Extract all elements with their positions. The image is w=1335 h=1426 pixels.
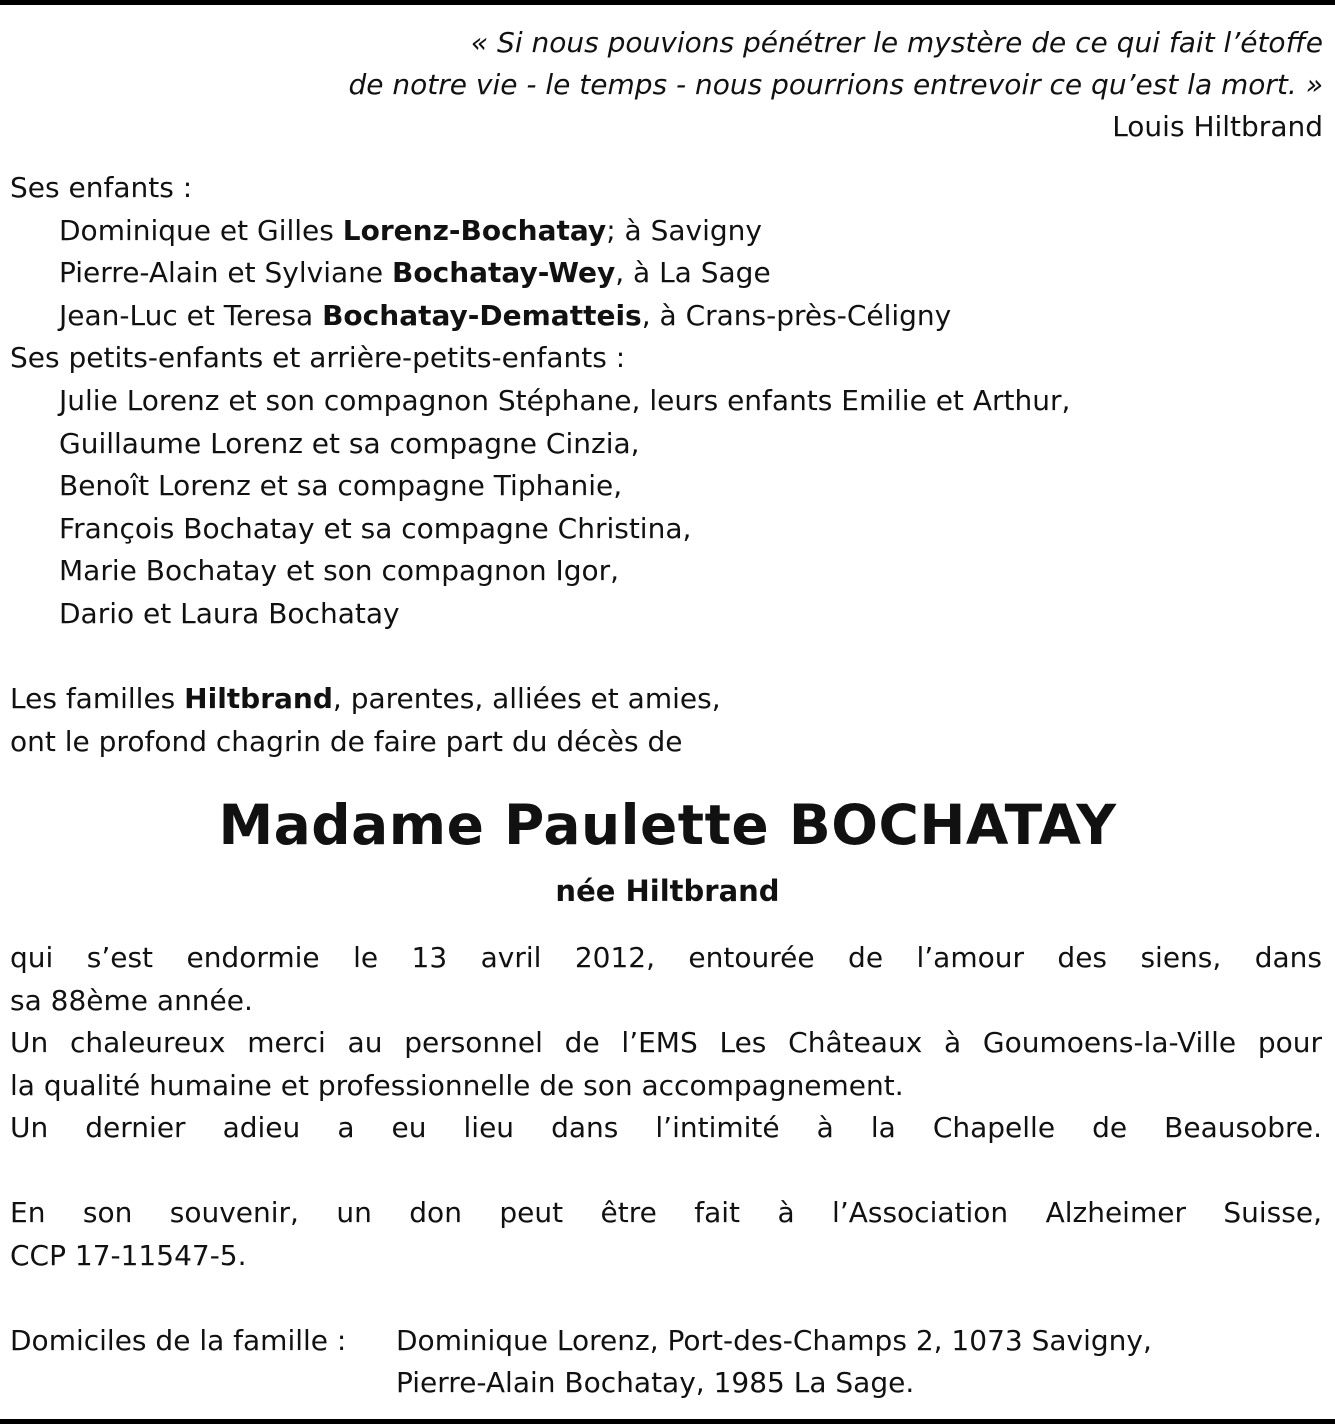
child-location: , à Crans-près-Céligny — [641, 299, 952, 332]
quote-line-1: « Si nous pouvions pénétrer le mystère de ce qui fait l’étoffe — [470, 26, 1323, 59]
bottom-border-rule — [0, 1419, 1335, 1424]
child-surname: Bochatay-Dematteis — [322, 299, 642, 332]
grandchild-entry: Julie Lorenz et son compagnon Stéphane, leurs enfants Emilie et Arthur, — [59, 384, 1071, 417]
child-location: ; à Savigny — [606, 214, 762, 247]
child-entry-1 — [59, 210, 762, 252]
quote-line-2: de notre vie - le temps - nous pourrions entrevoir ce qu’est la mort. » — [348, 68, 1323, 101]
domicile-address-2: Pierre-Alain Bochatay, 1985 La Sage. — [396, 1366, 915, 1399]
paragraph-death-line-2: sa 88ème année. — [10, 984, 253, 1017]
child-location: , à La Sage — [615, 256, 771, 289]
paragraph-donation-line-1: En son souvenir, un don peut être fait à l’Association Alzheimer Suisse, — [10, 1196, 1322, 1229]
families-name: Hiltbrand — [184, 682, 333, 715]
deceased-maiden-name: née Hiltbrand — [555, 874, 780, 908]
families-suffix: , parentes, alliées et amies, — [332, 682, 721, 715]
families-line — [10, 678, 721, 720]
families-prefix: Les familles — [10, 682, 185, 715]
deceased-name: Madame Paulette BOCHATAY — [218, 793, 1117, 857]
grandchild-entry: François Bochatay et sa compagne Christina, — [59, 512, 692, 545]
child-first-names: Jean-Luc et Teresa — [59, 299, 323, 332]
grandchild-entry: Benoît Lorenz et sa compagne Tiphanie, — [59, 469, 623, 502]
paragraph-thanks-line-1: Un chaleureux merci au personnel de l’EMS Les Châteaux à Goumoens-la-Ville pour — [10, 1026, 1322, 1059]
grandchild-entry: Dario et Laura Bochatay — [59, 597, 400, 630]
paragraph-death-line-1: qui s’est endormie le 13 avril 2012, entourée de l’amour des siens, dans — [10, 941, 1322, 974]
child-first-names: Dominique et Gilles — [59, 214, 343, 247]
announcement-line: ont le profond chagrin de faire part du décès de — [10, 725, 683, 758]
quote-author: Louis Hiltbrand — [1112, 110, 1323, 143]
child-first-names: Pierre-Alain et Sylviane — [59, 256, 393, 289]
grandchild-entry: Guillaume Lorenz et sa compagne Cinzia, — [59, 427, 640, 460]
child-surname: Bochatay-Wey — [392, 256, 616, 289]
paragraph-donation-line-2: CCP 17-11547-5. — [10, 1239, 247, 1272]
children-heading: Ses enfants : — [10, 171, 193, 204]
grandchild-entry: Marie Bochatay et son compagnon Igor, — [59, 554, 620, 587]
domiciles-label: Domiciles de la famille : — [10, 1324, 347, 1357]
domicile-address-1: Dominique Lorenz, Port-des-Champs 2, 1073 Savigny, — [396, 1324, 1152, 1357]
child-entry-2 — [59, 252, 771, 294]
grandchildren-heading: Ses petits-enfants et arrière-petits-enfants : — [10, 341, 626, 374]
child-surname: Lorenz-Bochatay — [342, 214, 607, 247]
paragraph-farewell: Un dernier adieu a eu lieu dans l’intimité à la Chapelle de Beausobre. — [10, 1111, 1322, 1144]
paragraph-thanks-line-2: la qualité humaine et professionnelle de son accompagnement. — [10, 1069, 904, 1102]
child-entry-3 — [59, 295, 951, 337]
top-border-rule — [0, 0, 1335, 5]
